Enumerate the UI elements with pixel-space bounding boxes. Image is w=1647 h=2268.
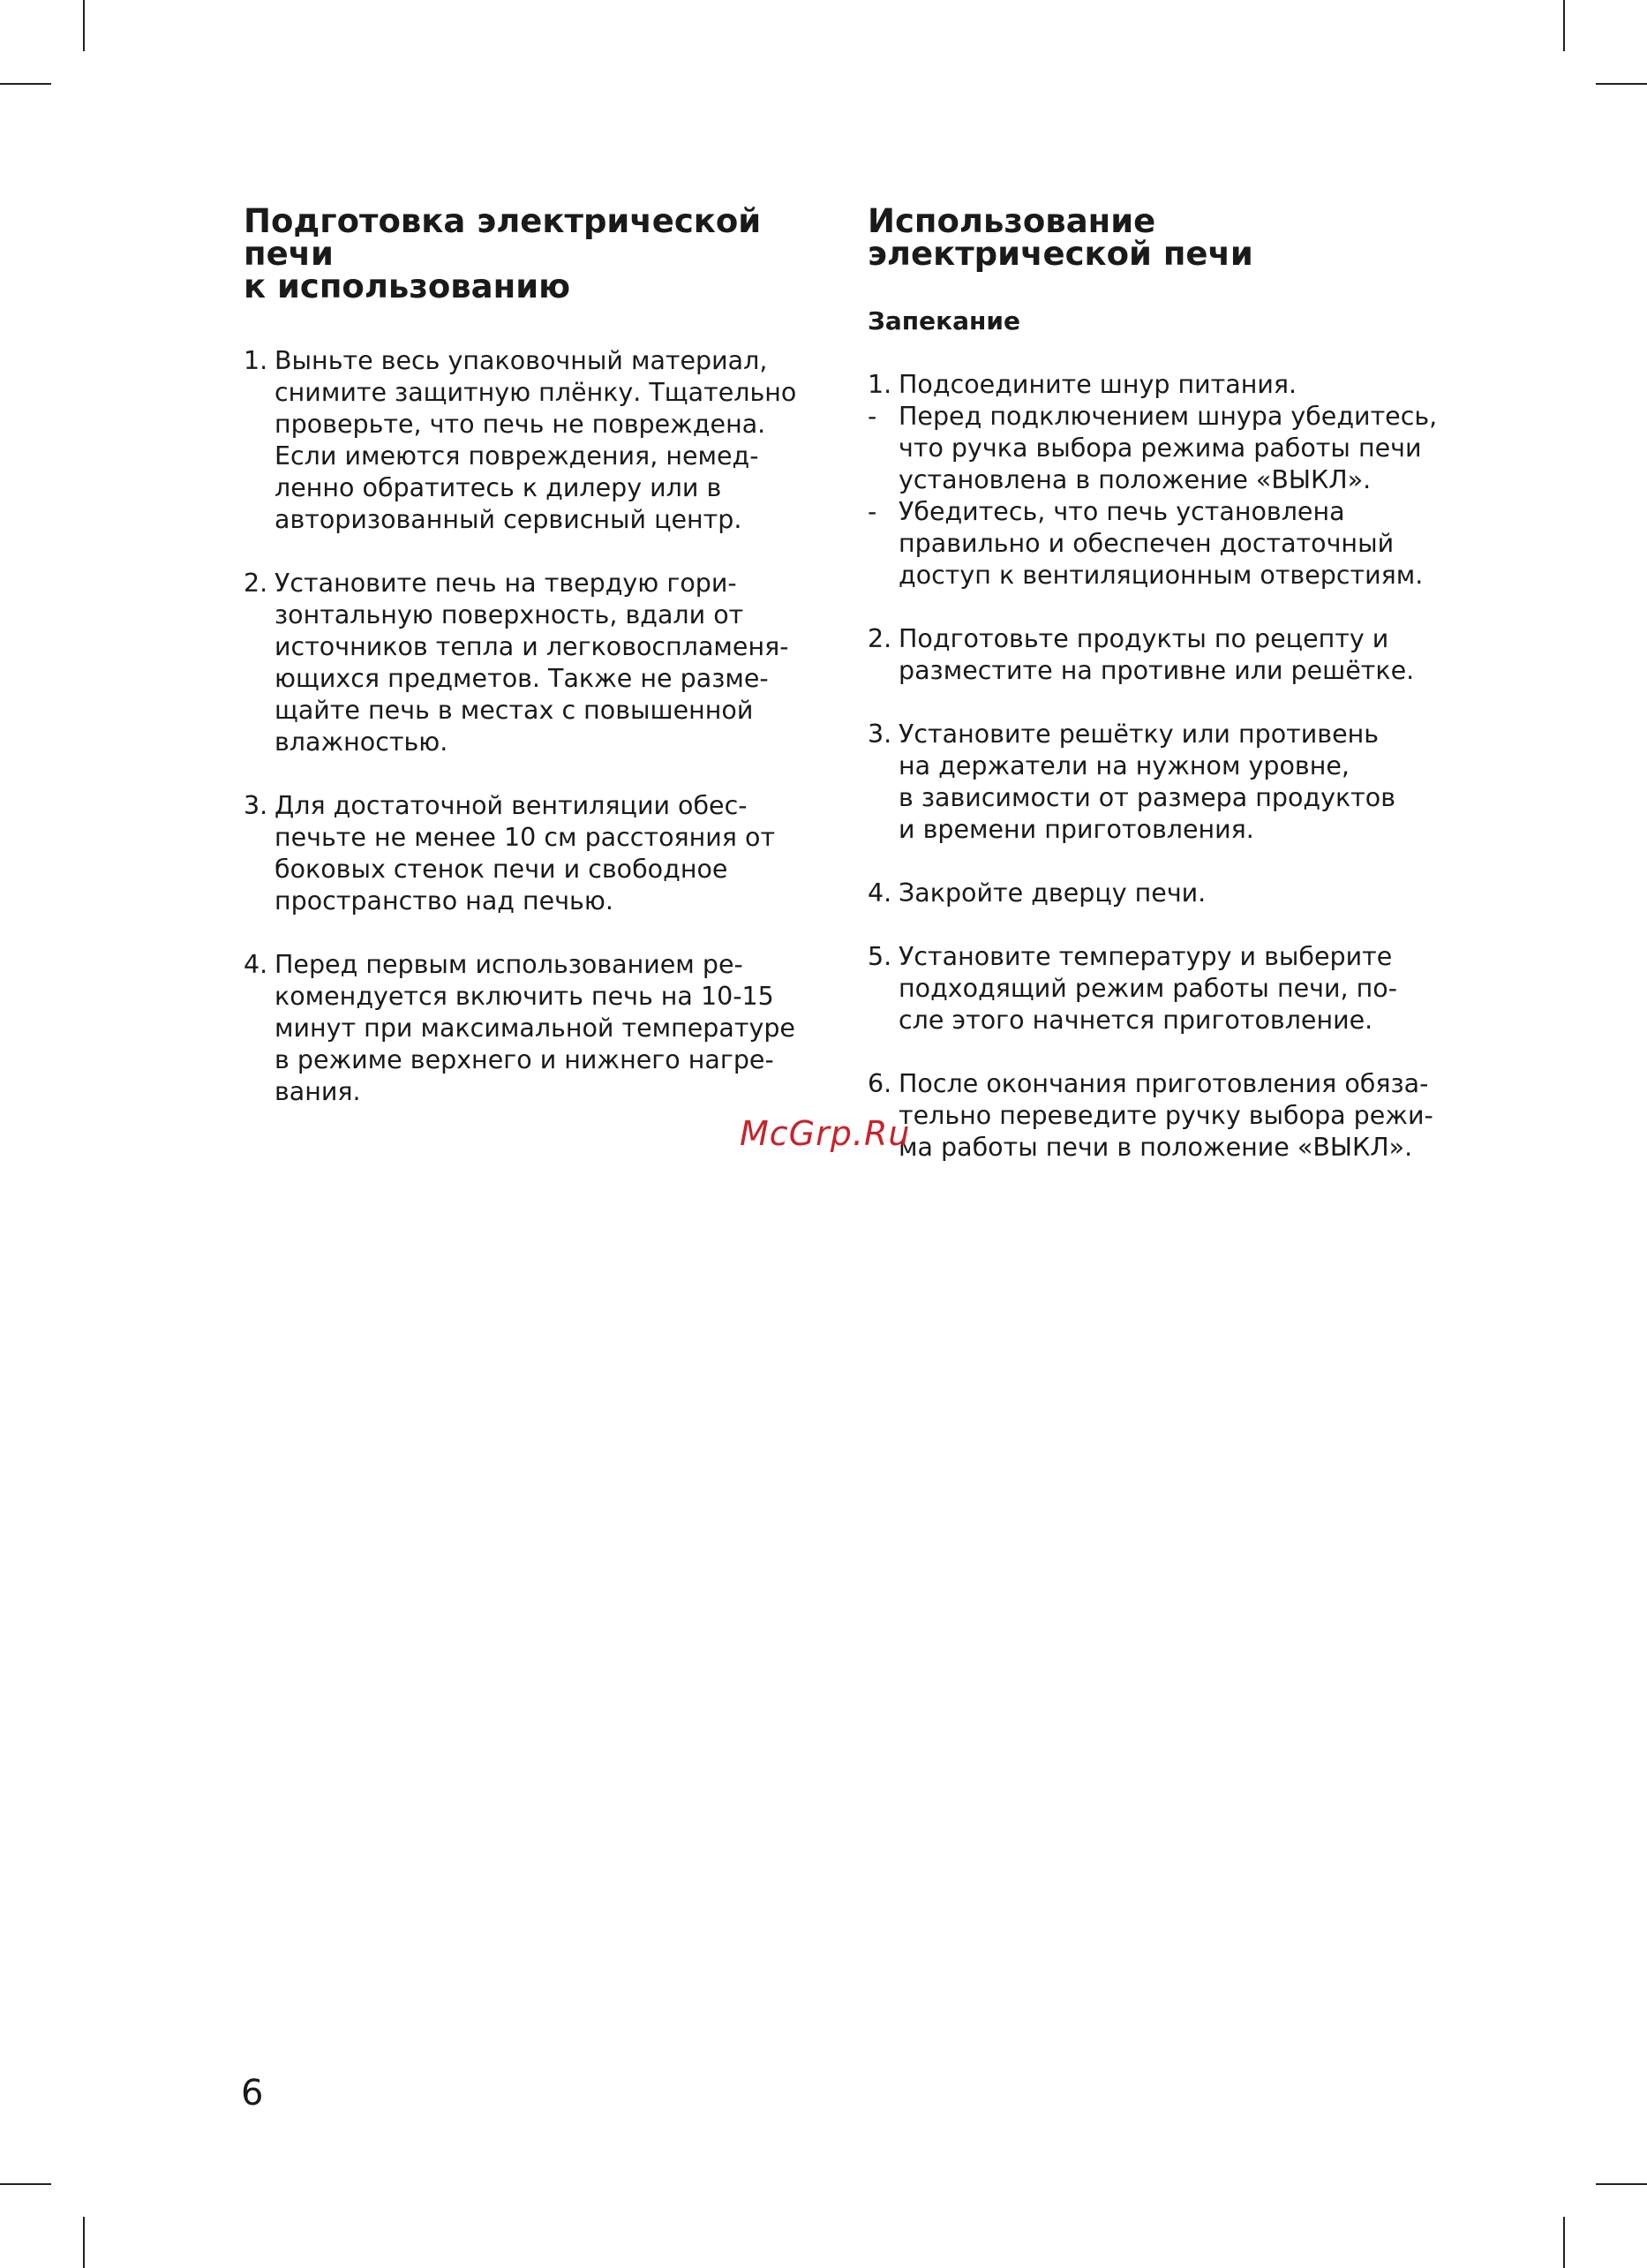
item-line: проверьте, что печь не повреждена. bbox=[274, 410, 766, 439]
item-line: на держатели на нужном уровне, bbox=[899, 751, 1350, 780]
item-line: влажностью. bbox=[274, 727, 448, 757]
item-line: Если имеются повреждения, немед- bbox=[274, 441, 759, 471]
item-line: Подготовьте продукты по рецепту и bbox=[899, 624, 1389, 653]
crop-mark bbox=[1596, 83, 1647, 85]
crop-mark bbox=[0, 83, 51, 85]
section-heading bbox=[868, 202, 1468, 273]
list-item bbox=[868, 369, 1468, 401]
item-number: 3. bbox=[868, 720, 892, 749]
heading-line: электрической печи bbox=[868, 235, 1253, 273]
instruction-list bbox=[244, 345, 844, 1108]
item-line: авторизованный сервисный центр. bbox=[274, 505, 742, 534]
item-line: вания. bbox=[274, 1077, 361, 1106]
crop-mark bbox=[1563, 0, 1565, 51]
item-line: После окончания приготовления обяза- bbox=[899, 1069, 1429, 1098]
item-number: 1. bbox=[244, 346, 268, 375]
item-line: Убедитесь, что печь установлена bbox=[899, 497, 1345, 526]
item-line: Установите печь на твердую гори- bbox=[274, 569, 737, 598]
item-line: боковых стенок печи и свободное bbox=[274, 855, 728, 884]
item-line: в режиме верхнего и нижнего нагре- bbox=[274, 1045, 774, 1074]
item-line: источников тепла и легковоспламеня- bbox=[274, 632, 789, 661]
crop-mark bbox=[83, 2217, 85, 2268]
item-line: комендуется включить печь на 10-15 bbox=[274, 982, 774, 1011]
item-line: Для достаточной вентиляции обес- bbox=[274, 791, 748, 820]
item-line: печьте не менее 10 см расстояния от bbox=[274, 823, 776, 852]
item-number: 4. bbox=[244, 950, 268, 979]
list-item bbox=[244, 345, 844, 536]
item-line: Установите температуру и выберите bbox=[899, 942, 1393, 971]
item-line: и времени приготовления. bbox=[899, 815, 1254, 844]
item-line: зонтальную поверхность, вдали от bbox=[274, 600, 744, 629]
crop-mark bbox=[83, 0, 85, 51]
item-line: разместите на противне или решётке. bbox=[899, 656, 1415, 685]
page-number: 6 bbox=[241, 2073, 264, 2114]
item-number: 1. bbox=[868, 370, 892, 399]
item-bullet: - bbox=[868, 402, 877, 431]
item-line: ющихся предметов. Также не разме- bbox=[274, 664, 769, 693]
item-line: Закройте дверцу печи. bbox=[899, 878, 1207, 908]
item-line: Перед первым использованием ре- bbox=[274, 950, 743, 979]
item-number: 5. bbox=[868, 942, 892, 971]
crop-mark bbox=[1563, 2217, 1565, 2268]
item-line: щайте печь в местах с повышенной bbox=[274, 696, 754, 725]
item-number: 6. bbox=[868, 1069, 892, 1098]
item-line: правильно и обеспечен достаточный bbox=[899, 529, 1395, 558]
list-item bbox=[244, 949, 844, 1108]
section-preparation bbox=[244, 202, 844, 1108]
instruction-list bbox=[868, 369, 1468, 1164]
list-item bbox=[868, 878, 1468, 909]
item-line: ма работы печи в положение «ВЫКЛ». bbox=[899, 1133, 1413, 1162]
item-line: подходящий режим работы печи, по- bbox=[899, 974, 1397, 1003]
heading-line: Использование bbox=[868, 202, 1156, 240]
list-item bbox=[244, 790, 844, 917]
list-item bbox=[868, 623, 1468, 687]
item-number: 2. bbox=[868, 624, 892, 653]
item-line: доступ к вентиляционным отверстиям. bbox=[899, 561, 1424, 590]
item-bullet: - bbox=[868, 497, 877, 526]
heading-line: к использованию bbox=[244, 267, 571, 305]
item-line: сле этого начнется приготовление. bbox=[899, 1006, 1373, 1035]
item-line: что ручка выбора режима работы печи bbox=[899, 433, 1422, 463]
item-number: 4. bbox=[868, 878, 892, 908]
crop-mark bbox=[0, 2183, 51, 2185]
section-heading bbox=[244, 202, 844, 305]
item-line: ленно обратитесь к дилеру или в bbox=[274, 473, 722, 502]
list-item bbox=[244, 568, 844, 758]
list-item bbox=[868, 496, 1468, 591]
item-line: установлена в положение «ВЫКЛ». bbox=[899, 465, 1372, 494]
item-line: снимите защитную плёнку. Тщательно bbox=[274, 378, 797, 407]
list-item bbox=[868, 941, 1468, 1036]
crop-mark bbox=[1596, 2183, 1647, 2185]
item-line: Выньте весь упаковочный материал, bbox=[274, 346, 768, 375]
heading-line: Подготовка электрической печи bbox=[244, 202, 762, 273]
item-number: 2. bbox=[244, 569, 268, 598]
subheading-baking: Запекание bbox=[868, 306, 1020, 335]
section-usage bbox=[868, 202, 1468, 1164]
item-line: в зависимости от размера продуктов bbox=[899, 783, 1396, 812]
item-number: 3. bbox=[244, 791, 268, 820]
item-line: тельно переведите ручку выбора режи- bbox=[899, 1101, 1433, 1130]
list-item bbox=[868, 401, 1468, 496]
watermark: McGrp.Ru bbox=[740, 1114, 911, 1153]
list-item bbox=[868, 1068, 1468, 1164]
item-line: пространство над печью. bbox=[274, 886, 613, 915]
item-line: Подсоедините шнур питания. bbox=[899, 370, 1297, 399]
item-line: Перед подключением шнура убедитесь, bbox=[899, 402, 1438, 431]
item-line: минут при максимальной температуре bbox=[274, 1013, 795, 1043]
list-item bbox=[868, 719, 1468, 846]
item-line: Установите решётку или противень bbox=[899, 720, 1380, 749]
